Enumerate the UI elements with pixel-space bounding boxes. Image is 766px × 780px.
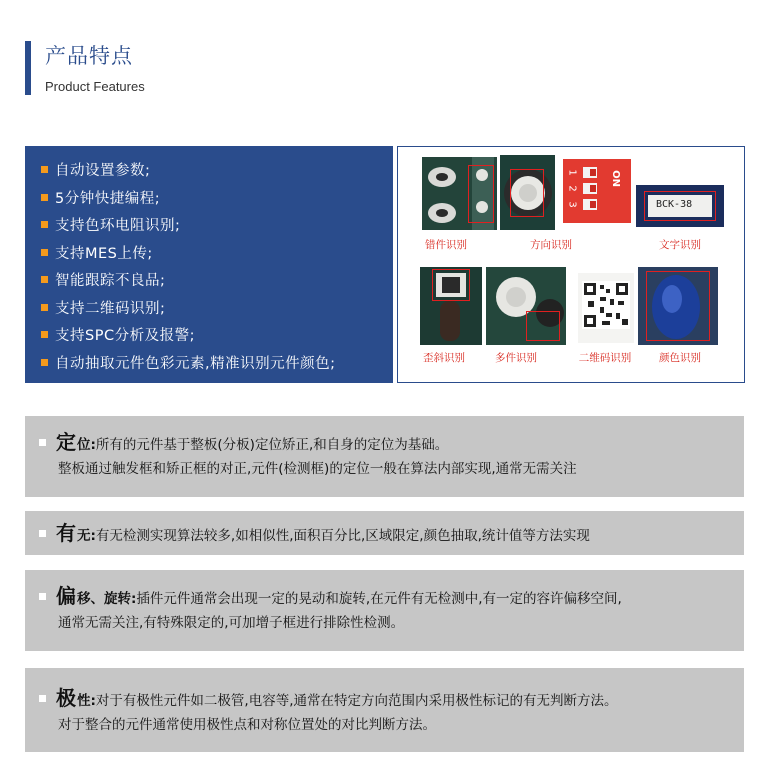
method-text-line2: 对于整合的元件通常使用极性点和对称位置处的对比判断方法。 (58, 717, 436, 733)
dip-number: 3 (566, 201, 578, 208)
feature-text: 支持色环电阻识别; (55, 218, 181, 235)
bullet-icon (41, 221, 48, 228)
method-line (39, 584, 744, 611)
feature-text: 自动抽取元件色彩元素,精准识别元件颜色; (55, 355, 336, 372)
method-box-presence (25, 511, 744, 555)
detection-box (526, 311, 560, 341)
method-box-polarity (25, 668, 744, 752)
bullet-icon (41, 331, 48, 338)
title-accent-bar (25, 41, 31, 95)
method-text: 插件元件通常会出现一定的晃动和旋转,在元件有无检测中,有一定的容许偏移空间, (136, 591, 622, 607)
method-text: 对于有极性元件如二极管,电容等,通常在特定方向范围内采用极性标记的有无判断方法。 (95, 693, 618, 709)
method-line (39, 686, 744, 713)
feature-item (41, 349, 393, 377)
bullet-icon (41, 359, 48, 366)
caption-direction: 方向识别 (530, 239, 572, 251)
method-text: 有无检测实现算法较多,如相似性,面积百分比,区域限定,颜色抽取,统计值等方法实现 (95, 528, 590, 544)
chip-label: BCK-38 (656, 199, 693, 210)
bullet-icon (41, 304, 48, 311)
bullet-icon (41, 249, 48, 256)
feature-item (41, 211, 393, 239)
method-keyword: 极 (56, 686, 76, 710)
thumb-color (638, 267, 718, 345)
method-keyword-suffix: 位: (77, 437, 96, 453)
bullet-icon (39, 593, 46, 600)
caption-qr-code: 二维码识别 (578, 352, 632, 364)
caption-skew: 歪斜识别 (423, 352, 465, 364)
method-text-line2: 整板通过触发框和矫正框的对正,元件(检测框)的定位一般在算法内部实现,通常无需关注 (58, 461, 577, 477)
detection-box (644, 191, 716, 221)
bullet-icon (39, 530, 46, 537)
bullet-icon (39, 439, 46, 446)
method-line (39, 430, 744, 457)
dip-number: 1 (566, 169, 578, 176)
method-keyword-suffix: 无: (77, 528, 96, 544)
method-box-positioning (25, 416, 744, 497)
feature-item (41, 294, 393, 322)
feature-item (41, 184, 393, 212)
method-keyword-suffix: 移、旋转: (77, 591, 137, 607)
method-box-offset-rotation (25, 570, 744, 651)
method-line (39, 521, 744, 548)
method-keyword: 有 (56, 521, 76, 545)
feature-text: 支持SPC分析及报警; (55, 328, 195, 345)
feature-text: 支持MES上传; (55, 245, 153, 262)
method-text: 所有的元件基于整板(分板)定位矫正,和自身的定位为基础。 (95, 437, 449, 453)
feature-text: 智能跟踪不良品; (55, 273, 166, 290)
feature-text: 自动设置参数; (55, 163, 151, 180)
dip-label: ON (609, 170, 621, 187)
feature-item (41, 321, 393, 349)
thumb-wrong-part (422, 157, 497, 230)
caption-text: 文字识别 (659, 239, 701, 251)
method-keyword: 定 (56, 430, 76, 454)
thumb-text (636, 185, 724, 227)
section-subtitle: Product Features (45, 79, 145, 94)
method-keyword: 偏 (56, 584, 76, 608)
section-title: 产品特点 (45, 44, 133, 68)
thumb-qr-code (578, 273, 634, 343)
feature-list (25, 146, 393, 383)
detection-box (432, 269, 470, 301)
bullet-icon (39, 695, 46, 702)
thumb-dip-switch (563, 159, 631, 223)
bullet-icon (41, 166, 48, 173)
feature-item (41, 266, 393, 294)
detection-box (646, 271, 710, 341)
feature-text: 支持二维码识别; (55, 300, 166, 317)
caption-color: 颜色识别 (659, 352, 701, 364)
method-keyword-suffix: 性: (77, 693, 96, 709)
caption-multi-part: 多件识别 (495, 352, 537, 364)
inspection-gallery (397, 146, 745, 383)
detection-box (510, 169, 544, 217)
bullet-icon (41, 276, 48, 283)
feature-item (41, 239, 393, 267)
thumb-multi-part (486, 267, 566, 345)
bullet-icon (41, 194, 48, 201)
thumb-skew (420, 267, 482, 345)
qr-code-image (578, 273, 634, 343)
feature-item (41, 156, 393, 184)
detection-box (468, 165, 494, 223)
thumb-direction (500, 155, 555, 230)
dip-number: 2 (566, 185, 578, 192)
caption-wrong-part: 错件识别 (425, 239, 467, 251)
method-text-line2: 通常无需关注,有特殊限定的,可加增子框进行排除性检测。 (58, 615, 405, 631)
feature-text: 5分钟快捷编程; (55, 190, 161, 207)
